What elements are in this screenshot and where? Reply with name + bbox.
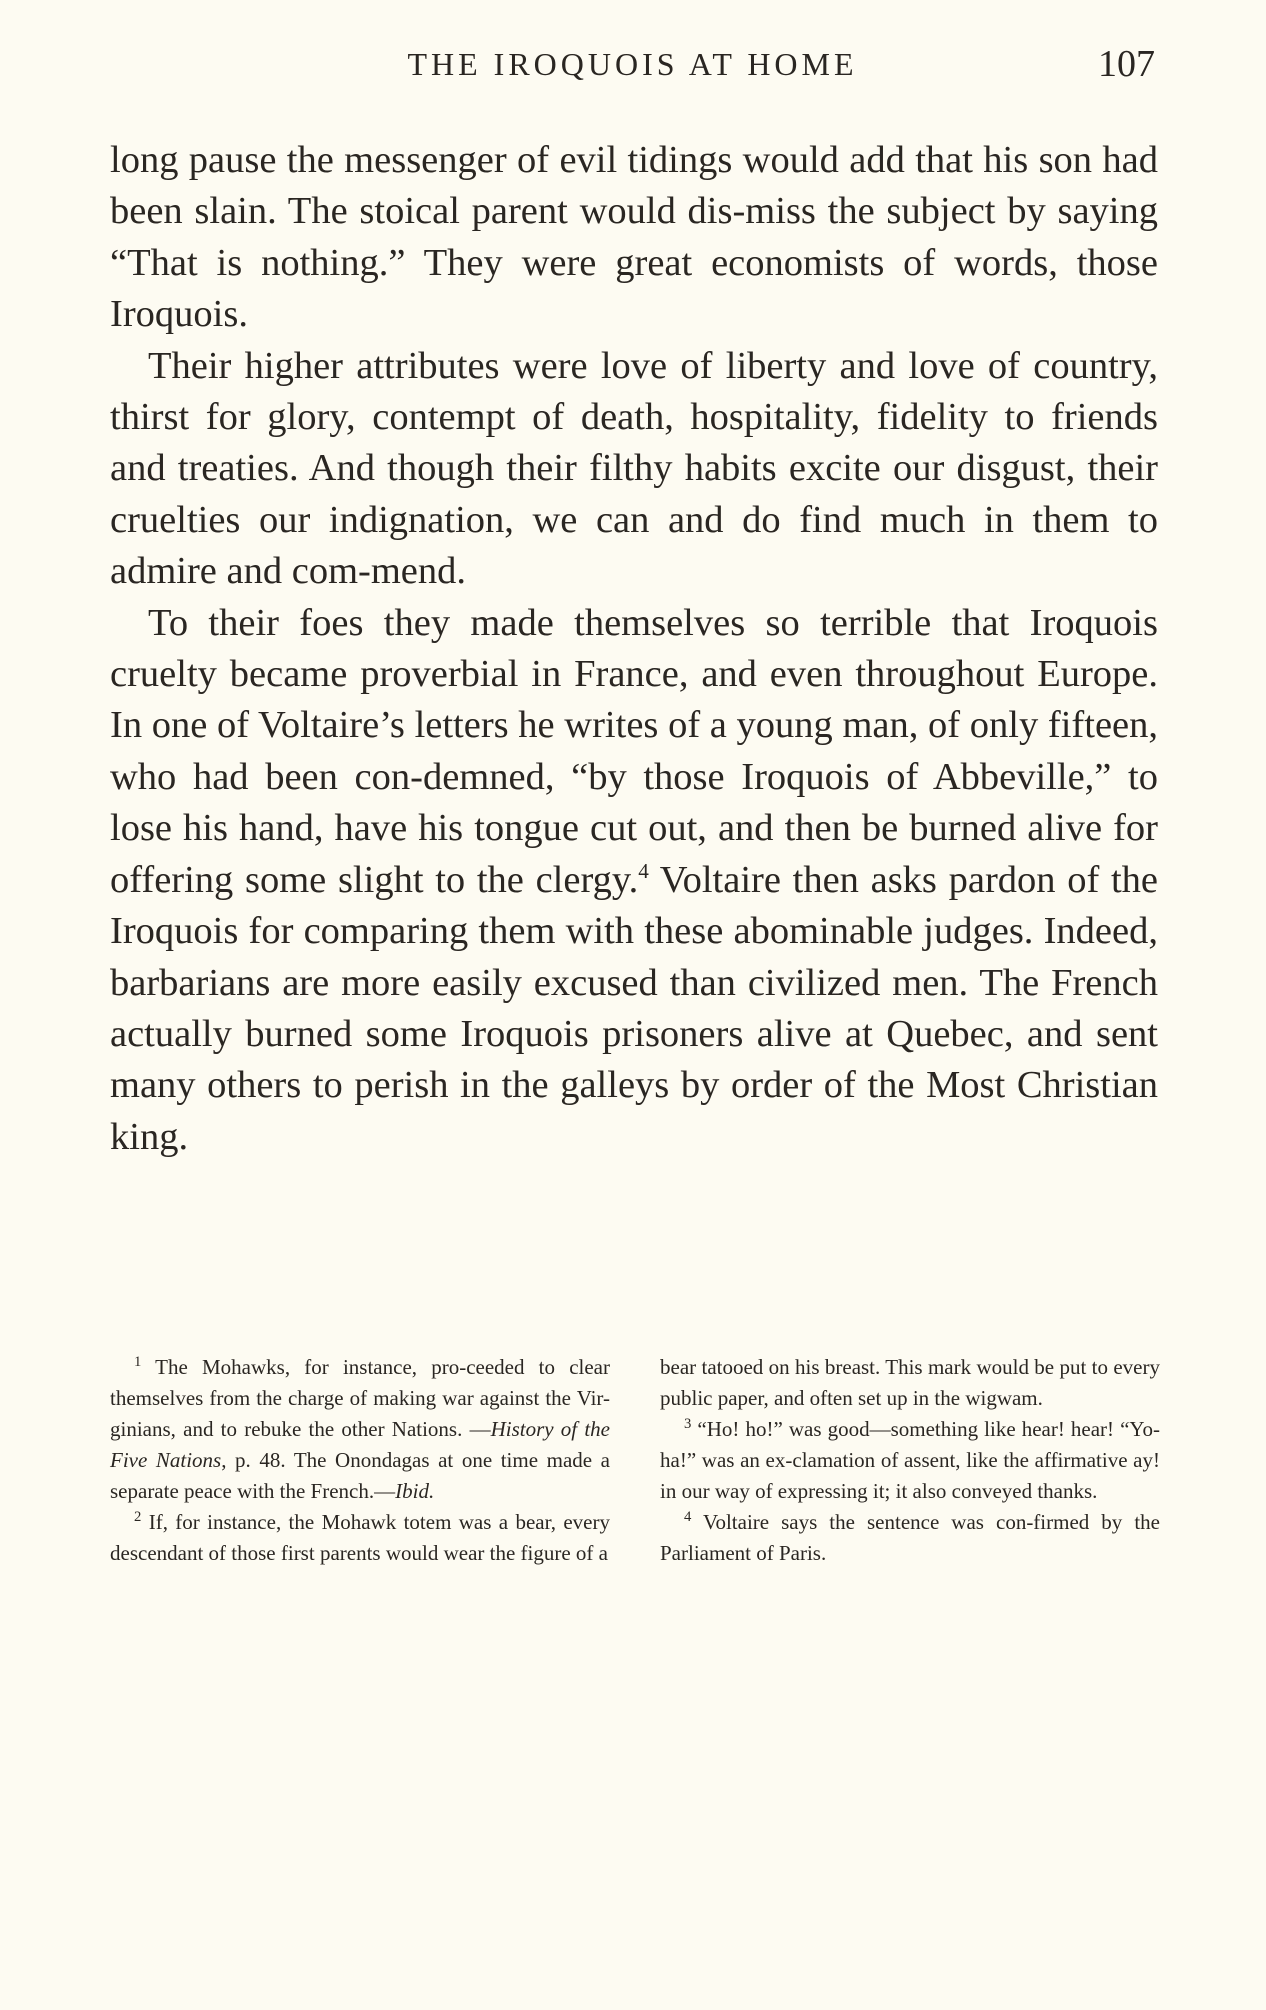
paragraph-3	[110, 598, 1158, 1163]
footnote-2	[110, 1507, 610, 1569]
paragraph-1: long pause the messenger of evil tidings would add that his son had been slain. The stoical parent would dis-miss the subject by saying “That is nothing.” They were great economists of words, those Iroquois.	[110, 139, 1158, 336]
paragraph-3-part-1: To their foes they made themselves so terrible that Iroquois cruelty became proverbial in France, and even throughout Europe. In one of Voltaire’s letters he writes of a young man, of only fifteen, who had been con-demned, “by those Iroquois of Abbeville,” to lose his hand, have his tongue cut out, and then be burned alive for offering some slight to the clergy.	[110, 601, 1158, 901]
footnote-4-text: Voltaire says the sentence was con-firmed by the Parliament of Paris.	[660, 1510, 1160, 1565]
footnote-3	[660, 1414, 1160, 1507]
footnote-2-marker: 2	[134, 1509, 142, 1525]
footnote-1-text-a: The Mohawks, for instance, pro-ceeded to clear themselves from the charge of making war against the Vir-ginians, and to rebuke the other Nations. —	[110, 1355, 610, 1441]
footnote-column-left	[110, 1352, 610, 1569]
paragraph-2: Their higher attributes were love of liberty and love of country, thirst for glory, contempt of death, hospitality, fidelity to friends and treaties. And though their filthy habits excite our disgust, their cruelties our indignation, we can and do find much in them to admire and com-mend.	[110, 344, 1158, 593]
footnote-4	[660, 1507, 1160, 1569]
running-title: THE IROQUOIS AT HOME	[407, 46, 858, 82]
footnote-1	[110, 1352, 610, 1507]
footnote-1-ibid: Ibid.	[395, 1479, 435, 1503]
footnote-2-continued: bear tatooed on his breast. This mark would be put to every public paper, and often set up in the wigwam.	[660, 1355, 1160, 1410]
footnote-1-citation: History of the Five Nations	[110, 1417, 610, 1472]
footnote-3-marker: 3	[684, 1416, 692, 1432]
footnote-1-marker: 1	[134, 1354, 142, 1370]
footnote-1-text-b: , p. 48. The Onondagas at one time made a separate peace with the French.—	[110, 1448, 610, 1503]
paragraph-3-part-2: Voltaire then asks pardon of the Iroquois for comparing them with these abominable judges. Indeed, barbarians are more easily excused than civilized men. The French actually burned some Iroquois prisoners alive at Quebec, and sent many others to perish in the galleys by order of the Most Christian king.	[110, 858, 1158, 1158]
page-number: 107	[1098, 43, 1155, 85]
footnotes	[110, 1352, 1160, 1569]
footnote-4-marker: 4	[684, 1509, 692, 1525]
footnote-column-right	[660, 1352, 1160, 1569]
running-head	[110, 44, 1155, 94]
footnote-3-text: “Ho! ho!” was good—something like hear! hear! “Yo-ha!” was an ex-clamation of assent, like the affirmative ay! in our way of expressing it; it also conveyed thanks.	[660, 1417, 1160, 1503]
main-text	[110, 135, 1158, 1163]
footnote-ref-4: 4	[638, 858, 649, 883]
footnote-2-text: If, for instance, the Mohawk totem was a bear, every descendant of those first parents would wear the figure of a	[110, 1510, 610, 1565]
